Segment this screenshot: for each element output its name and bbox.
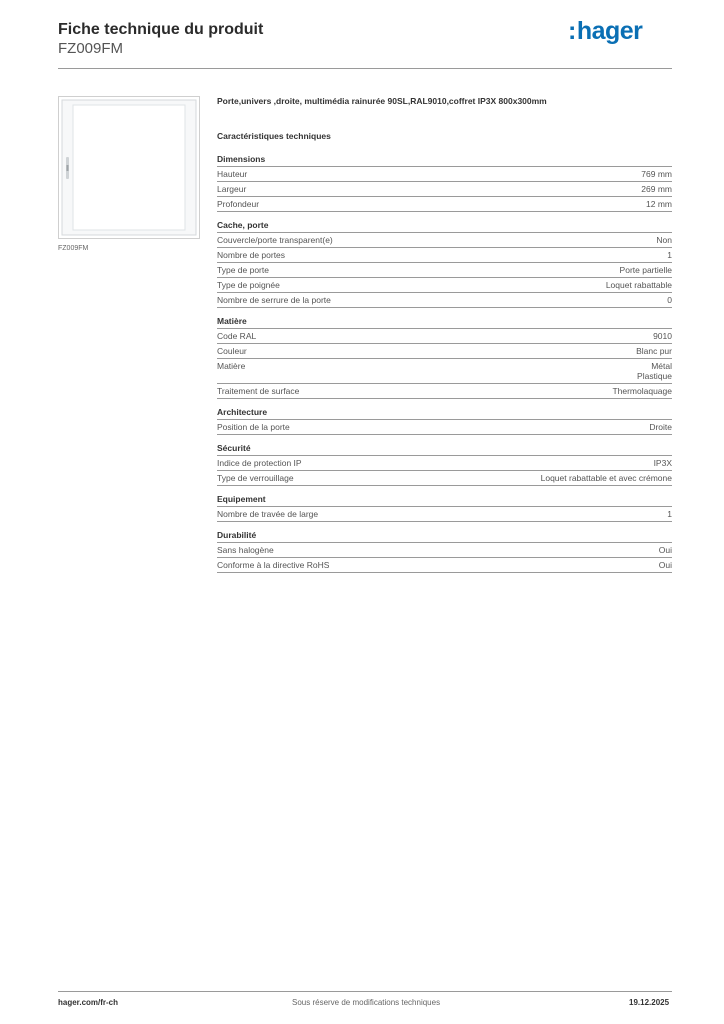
spec-label: Traitement de surface [217,386,300,396]
spec-value [637,361,672,381]
footer-website: hager.com/fr-ch [58,998,119,1007]
spec-value-line: Non [656,235,672,245]
image-caption: FZ009FM [58,245,89,252]
spec-value [656,235,672,245]
spec-label: Type de verrouillage [217,473,294,483]
footer-divider [58,991,672,992]
product-description: Porte,univers ,droite, multimédia rainurée 90SL,RAL9010,coffret IP3X 800x300mm [217,96,547,106]
spec-value-line: Oui [658,545,672,555]
spec-value-line: IP3X [653,458,672,468]
spec-label: Type de poignée [217,280,280,290]
spec-section [217,443,672,486]
spec-label: Couvercle/porte transparent(e) [217,235,333,245]
spec-label: Nombre de portes [217,250,286,260]
spec-label: Largeur [217,184,247,194]
spec-value-line: Métal [651,361,672,371]
spec-row [217,420,672,435]
spec-label: Indice de protection IP [217,458,302,468]
spec-value [659,560,672,570]
spec-row [217,278,672,293]
spec-label: Type de porte [217,265,269,275]
spec-label: Matière [217,361,246,371]
spec-value-line: 1 [667,250,672,260]
header-divider [58,68,672,69]
section-title: Durabilité [217,530,672,543]
spec-value [649,422,672,432]
hager-logo [568,17,642,46]
spec-value [659,545,672,555]
section-title: Cache, porte [217,220,672,233]
footer-date: 19.12.2025 [629,998,670,1007]
spec-section [217,154,672,212]
spec-section [217,316,672,399]
spec-section [217,494,672,522]
spec-section [217,220,672,308]
spec-sections [217,154,672,573]
spec-value [646,199,672,209]
section-title: Equipement [217,494,672,507]
spec-row [217,543,672,558]
spec-row [217,263,672,278]
spec-row [217,471,672,486]
spec-value-line: 0 [667,295,672,305]
section-title: Architecture [217,407,672,420]
spec-row [217,293,672,308]
spec-label: Position de la porte [217,422,290,432]
product-reference: FZ009FM [58,40,124,57]
footer-notice: Sous réserve de modifications techniques [292,998,441,1007]
section-title: Matière [217,316,672,329]
specs-heading: Caractéristiques techniques [217,131,331,141]
spec-value [667,295,672,305]
spec-value-line: 9010 [653,331,672,341]
spec-value-line: 769 mm [641,169,672,179]
spec-value-line: Plastique [637,371,672,381]
spec-value-line: Droite [649,422,672,432]
spec-row [217,167,672,182]
document-title: Fiche technique du produit [58,21,264,38]
spec-value [620,265,672,275]
spec-value-line: 1 [667,509,672,519]
product-image [58,96,200,239]
spec-row [217,344,672,359]
spec-row [217,182,672,197]
section-title: Sécurité [217,443,672,456]
spec-value-line: Loquet rabattable et avec crémone [540,473,672,483]
spec-value-line: Oui [658,560,672,570]
spec-label: Nombre de serrure de la porte [217,295,331,305]
spec-row [217,507,672,522]
spec-label: Hauteur [217,169,248,179]
spec-row [217,197,672,212]
spec-value-line: Blanc pur [636,346,672,356]
door-illustration-icon [59,97,199,238]
spec-row [217,359,672,384]
spec-row [217,233,672,248]
spec-value [641,184,672,194]
spec-value [606,280,672,290]
spec-label: Code RAL [217,331,257,341]
spec-value [653,331,672,341]
spec-value [667,509,672,519]
spec-section [217,407,672,435]
spec-label: Couleur [217,346,247,356]
spec-row [217,329,672,344]
spec-label: Nombre de travée de large [217,509,319,519]
section-title: Dimensions [217,154,672,167]
spec-section [217,530,672,573]
spec-value [641,169,672,179]
spec-value-line: Porte partielle [619,265,672,275]
spec-label: Sans halogène [217,545,274,555]
spec-label: Conforme à la directive RoHS [217,560,330,570]
spec-content [217,96,672,581]
logo-text: hager [576,17,643,45]
spec-value [541,473,672,483]
spec-row [217,384,672,399]
spec-row [217,558,672,573]
spec-row [217,456,672,471]
spec-value [667,250,672,260]
spec-value-line: Thermolaquage [612,386,672,396]
logo-mark-icon: : [568,17,576,45]
spec-value [636,346,672,356]
spec-value [654,458,672,468]
spec-value-line: 269 mm [641,184,672,194]
spec-value-line: Loquet rabattable [605,280,672,290]
spec-value [612,386,672,396]
spec-label: Profondeur [217,199,260,209]
spec-row [217,248,672,263]
spec-value-line: 12 mm [646,199,672,209]
